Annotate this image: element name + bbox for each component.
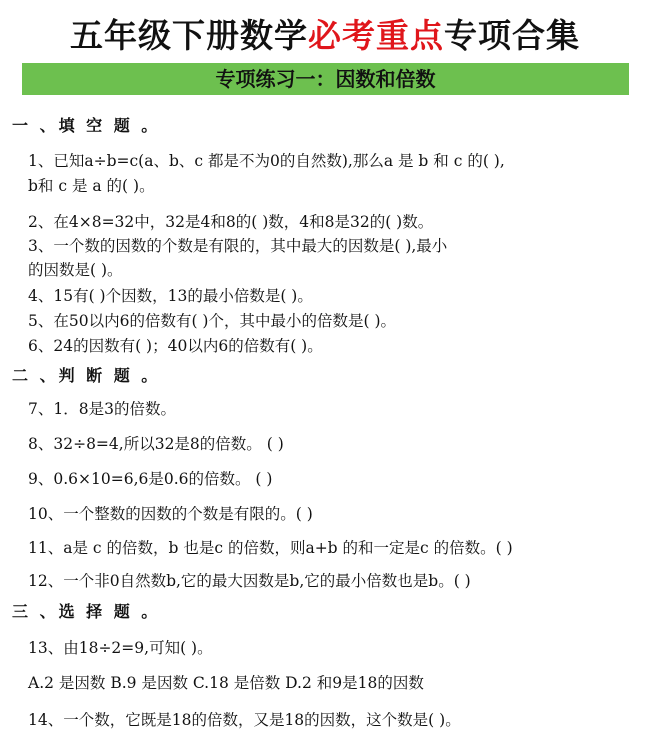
section-true-false: 二 、判 断 题 。 [12,366,161,385]
question-11: 11、a是 c 的倍数，b 也是c 的倍数，则a+b 的和一定是c 的倍数。( ) [28,539,513,557]
question-14: 14、一个数，它既是18的倍数，又是18的因数，这个数是( )。 [28,711,461,729]
page-title [0,10,650,57]
question-7: 7、1．8是3的倍数。 [28,400,176,418]
question-3-line-1: 3、一个数的因数的个数是有限的，其中最大的因数是( ),最小 [28,237,448,255]
section-multiple-choice: 三 、选 择 题 。 [12,602,161,621]
question-1-line-2: b和 c 是 a 的( )。 [28,177,155,195]
question-4: 4、15有( )个因数，13的最小倍数是( )。 [28,287,313,305]
question-8: 8、32÷8=4,所以32是8的倍数。 ( ) [28,435,284,453]
section-banner: 专项练习一：因数和倍数 [22,63,629,95]
question-12: 12、一个非0自然数b,它的最大因数是b,它的最小倍数也是b。( ) [28,572,471,590]
question-5: 5、在50以内6的倍数有( )个，其中最小的倍数是( )。 [28,312,396,330]
question-6: 6、24的因数有( )；40以内6的倍数有( )。 [28,337,323,355]
question-1-line-1: 1、已知a÷b=c(a、b、c 都是不为0的自然数),那么a 是 b 和 c 的( ), [28,152,505,170]
title-part2: 专项合集 [444,16,580,55]
section-fill-in: 一 、填 空 题 。 [12,116,161,135]
question-13: 13、由18÷2=9,可知( )。 [28,639,213,657]
question-9: 9、0.6×10=6,6是0.6的倍数。 ( ) [28,470,273,488]
question-3-line-2: 的因数是( )。 [28,261,123,279]
question-10: 10、一个整数的因数的个数是有限的。( ) [28,505,313,523]
title-highlight: 必考重点 [308,16,444,55]
title-part1: 五年级下册数学 [70,16,308,55]
question-2: 2、在4×8=32中，32是4和8的( )数，4和8是32的( )数。 [28,213,434,231]
question-13-options: A.2 是因数 B.9 是因数 C.18 是倍数 D.2 和9是18的因数 [28,674,424,692]
